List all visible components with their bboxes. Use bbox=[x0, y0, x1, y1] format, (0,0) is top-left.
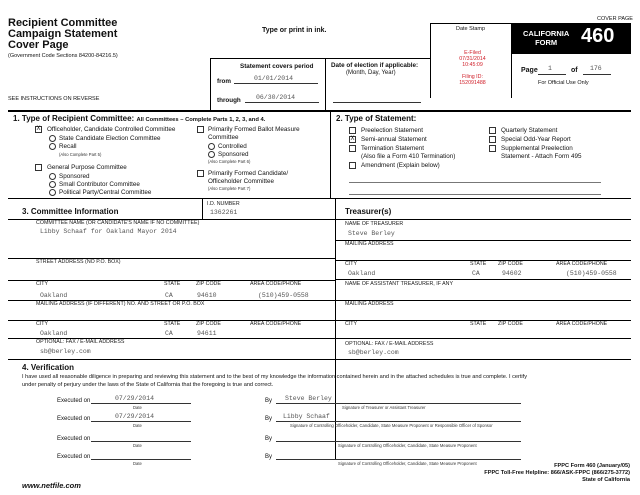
supplemental-checkbox[interactable] bbox=[489, 145, 496, 152]
executed-on-3: Executed on bbox=[57, 436, 91, 442]
page-label: Page bbox=[521, 67, 538, 74]
verification-text: I have used all reasonable diligence in preparing and reviewing this statement and to the best of my knowledge the information contained herein and in the attached schedules is true and complete. I certify under penalty of perjury under the laws of the State of California that the foregoing is true and correct. bbox=[22, 374, 527, 388]
id-number-label: I.D. NUMBER bbox=[207, 201, 240, 207]
official-use-label: For Official Use Only bbox=[538, 80, 589, 86]
preelection-label: Preelection Statement bbox=[361, 127, 423, 134]
date-caption-4: Date bbox=[133, 461, 142, 466]
state-candidate-label: State Candidate Election Committee bbox=[59, 135, 161, 142]
treasurer-city: Oakland bbox=[348, 270, 376, 277]
controlled-radio[interactable] bbox=[208, 143, 215, 150]
semiannual-label: Semi-annual Statement bbox=[361, 136, 427, 143]
assistant-mailing-label: MAILING ADDRESS bbox=[345, 301, 394, 307]
form-title: Recipient Committee Campaign Statement Cover Page bbox=[8, 17, 118, 51]
committee-name: Libby Schaaf for Oakland Mayor 2014 bbox=[40, 228, 177, 235]
id-number: 1362261 bbox=[210, 209, 238, 216]
committee-phone: (510)459-0558 bbox=[258, 292, 309, 299]
section2-title: 2. Type of Statement: bbox=[336, 114, 417, 123]
preelection-checkbox[interactable] bbox=[349, 127, 356, 134]
primarily-candidate-label: Primarily Formed Candidate/ Officeholder Committee bbox=[208, 170, 289, 185]
semiannual-checkbox[interactable]: X bbox=[350, 136, 355, 142]
state-label: STATE bbox=[164, 281, 181, 287]
section3-title: 3. Committee Information bbox=[22, 207, 119, 216]
state2-label: STATE bbox=[164, 321, 181, 327]
california-form-label: CALIFORNIA FORM bbox=[523, 29, 570, 47]
form-number: 460 bbox=[581, 25, 615, 47]
small-contributor-radio[interactable] bbox=[49, 181, 56, 188]
section4-title: 4. Verification bbox=[22, 363, 75, 372]
controlled-label: Controlled bbox=[218, 143, 247, 150]
signature-1: Steve Berley bbox=[285, 395, 332, 402]
date-caption-2: Date bbox=[133, 423, 142, 428]
treasurer-phone-label: AREA CODE/PHONE bbox=[556, 261, 608, 267]
part5-note: (Also Complete Part 5) bbox=[59, 152, 102, 157]
treasurer-title: Treasurer(s) bbox=[345, 207, 392, 216]
date-caption-3: Date bbox=[133, 443, 142, 448]
section1-title: 1. Type of Recipient Committee: All Committees – Complete Parts 1, 2, 3, and 4. bbox=[13, 114, 266, 123]
mailing-city: Oakland bbox=[40, 330, 68, 337]
termination-label: Termination Statement (Also file a Form 410 Termination) bbox=[361, 145, 456, 160]
political-party-label: Political Party/Central Committee bbox=[59, 189, 152, 196]
city-label: CITY bbox=[36, 281, 49, 287]
treasurer-mailing-label: MAILING ADDRESS bbox=[345, 241, 394, 247]
street-address-label: STREET ADDRESS (NO P.O. BOX) bbox=[36, 259, 121, 265]
general-purpose-checkbox[interactable] bbox=[35, 164, 42, 171]
ballot-measure-label: Primarily Formed Ballot Measure Committee bbox=[208, 126, 300, 141]
treasurer-name: Steve Berley bbox=[348, 230, 395, 237]
committee-name-label: COMMITTEE NAME (OR CANDIDATE'S NAME IF NO COMMITTEE) bbox=[36, 220, 200, 226]
treasurer-zip: 94602 bbox=[502, 270, 522, 277]
part7-note: (Also Complete Part 7) bbox=[208, 186, 251, 191]
part6-note: (Also Complete Part 6) bbox=[208, 159, 251, 164]
assistant-phone-label: AREA CODE/PHONE bbox=[556, 321, 608, 327]
special-label: Special Odd-Year Report bbox=[501, 136, 571, 143]
mailing-state: CA bbox=[165, 330, 173, 337]
treasurer-phone: (510)459-0558 bbox=[566, 270, 617, 277]
sponsored2-radio[interactable] bbox=[208, 151, 215, 158]
executed-on-1: Executed on bbox=[57, 398, 91, 404]
treasurer-optional-label: OPTIONAL: FAX / E-MAIL ADDRESS bbox=[345, 341, 434, 347]
political-party-radio[interactable] bbox=[49, 189, 56, 196]
ballot-measure-checkbox[interactable] bbox=[197, 126, 204, 133]
assistant-zip-label: ZIP CODE bbox=[498, 321, 523, 327]
treasurer-zip-label: ZIP CODE bbox=[498, 261, 523, 267]
exec-date-2: 07/29/2014 bbox=[115, 413, 155, 420]
primarily-candidate-checkbox[interactable] bbox=[197, 170, 204, 177]
date-stamp-label: Date Stamp bbox=[456, 26, 486, 32]
efile-stamp: E-Filed 07/31/2014 10:45:09 Filing ID: 152091488 bbox=[459, 50, 486, 86]
through-label: through bbox=[217, 97, 241, 104]
amendment-label: Amendment (Explain below) bbox=[361, 162, 440, 169]
period-from: 01/01/2014 bbox=[254, 75, 294, 82]
state-candidate-radio[interactable] bbox=[49, 135, 56, 142]
committee-zip: 94610 bbox=[197, 292, 217, 299]
general-purpose-label: General Purpose Committee bbox=[47, 164, 127, 171]
treasurer-email: sb@berley.com bbox=[348, 349, 399, 356]
committee-email: sb@berley.com bbox=[40, 348, 91, 355]
cover-page-label: COVER PAGE bbox=[597, 16, 633, 22]
signature-caption-3: Signature of Controlling Officeholder, Candidate, State Measure Proponent bbox=[338, 443, 477, 448]
committee-city: Oakland bbox=[40, 292, 68, 299]
recall-label: Recall bbox=[59, 143, 77, 150]
officeholder-label: Officeholder, Candidate Controlled Committee bbox=[47, 126, 176, 133]
small-contributor-label: Small Contributor Committee bbox=[59, 181, 140, 188]
of-label: of bbox=[571, 67, 578, 74]
phone-label: AREA CODE/PHONE bbox=[250, 281, 302, 287]
termination-checkbox[interactable] bbox=[349, 145, 356, 152]
committee-state: CA bbox=[165, 292, 173, 299]
recall-radio[interactable] bbox=[49, 143, 56, 150]
by-label-3: By bbox=[265, 436, 273, 442]
amendment-checkbox[interactable] bbox=[349, 162, 356, 169]
sponsored2-label: Sponsored bbox=[218, 151, 249, 158]
zip-label: ZIP CODE bbox=[196, 281, 221, 287]
treasurer-state-label: STATE bbox=[470, 261, 487, 267]
from-label: from bbox=[217, 78, 231, 85]
zip2-label: ZIP CODE bbox=[196, 321, 221, 327]
special-checkbox[interactable] bbox=[489, 136, 496, 143]
by-label-1: By bbox=[265, 398, 273, 404]
signature-2: Libby Schaaf bbox=[283, 413, 330, 420]
signature-caption-2: Signature of Controlling Officeholder, Candidate, State Measure Proponent or Responsible Officer of Sponsor bbox=[290, 423, 493, 428]
supplemental-label: Supplemental Preelection Statement - Attach Form 495 bbox=[501, 145, 582, 160]
officeholder-checkbox[interactable]: X bbox=[36, 126, 41, 132]
treasurer-state: CA bbox=[472, 270, 480, 277]
date-caption-1: Date bbox=[133, 405, 142, 410]
treasurer-city-label: CITY bbox=[345, 261, 358, 267]
quarterly-label: Quarterly Statement bbox=[501, 127, 558, 134]
page-total: 176 bbox=[590, 65, 602, 72]
by-label-4: By bbox=[265, 454, 273, 460]
assistant-city-label: CITY bbox=[345, 321, 358, 327]
executed-on-2: Executed on bbox=[57, 416, 91, 422]
website-footer: www.netfile.com bbox=[22, 481, 81, 490]
type-print-note: Type or print in ink. bbox=[262, 27, 327, 34]
mailing-zip: 94611 bbox=[197, 330, 217, 337]
page-number: 1 bbox=[548, 65, 552, 72]
exec-date-1: 07/29/2014 bbox=[115, 395, 155, 402]
sponsored-radio[interactable] bbox=[49, 173, 56, 180]
fppc-footer: FPPC Form 460 (January/05) FPPC Toll-Free Helpline: 866/ASK-FPPC (866/275-3772) State of California bbox=[484, 463, 630, 483]
assistant-state-label: STATE bbox=[470, 321, 487, 327]
election-sub: (Month, Day, Year) bbox=[346, 70, 396, 76]
phone2-label: AREA CODE/PHONE bbox=[250, 321, 302, 327]
mailing-address-label: MAILING ADDRESS (IF DIFFERENT) NO. AND STREET OR P.O. BOX bbox=[36, 301, 205, 307]
signature-caption-4: Signature of Controlling Officeholder, Candidate, State Measure Proponent bbox=[338, 461, 477, 466]
sponsored-label: Sponsored bbox=[59, 173, 90, 180]
quarterly-checkbox[interactable] bbox=[489, 127, 496, 134]
signature-caption-1: Signature of Treasurer or Assistant Treasurer bbox=[342, 405, 426, 410]
treasurer-name-label: NAME OF TREASURER bbox=[345, 221, 404, 227]
period-label: Statement covers period bbox=[240, 63, 314, 70]
executed-on-4: Executed on bbox=[57, 454, 91, 460]
see-instructions: SEE INSTRUCTIONS ON REVERSE bbox=[8, 96, 100, 102]
city2-label: CITY bbox=[36, 321, 49, 327]
optional-label: OPTIONAL: FAX / E-MAIL ADDRESS bbox=[36, 339, 125, 345]
assistant-treasurer-label: NAME OF ASSISTANT TREASURER, IF ANY bbox=[345, 281, 454, 287]
election-label: Date of election if applicable: bbox=[331, 62, 419, 69]
by-label-2: By bbox=[265, 416, 273, 422]
code-sections: (Government Code Sections 84200-84216.5) bbox=[8, 53, 118, 59]
period-through: 06/30/2014 bbox=[256, 94, 296, 101]
